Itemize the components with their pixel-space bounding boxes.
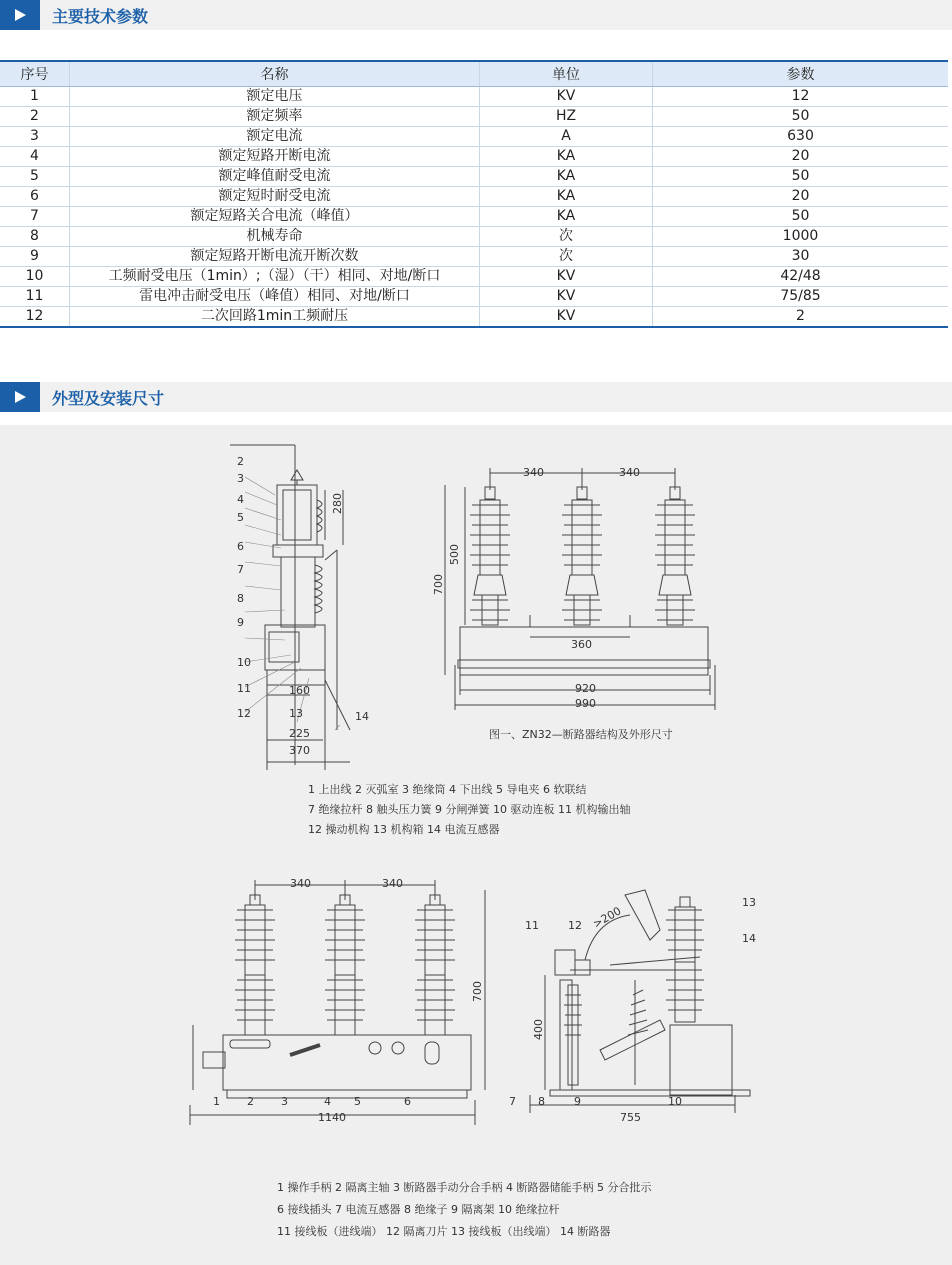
side-label-8: 8 bbox=[237, 592, 244, 605]
table-row bbox=[0, 187, 948, 207]
cell-name: 雷电冲击耐受电压（峰值）相同、对地/断口 bbox=[70, 287, 480, 307]
cell-name: 额定短路开断电流 bbox=[70, 147, 480, 167]
side-label-8: 8 bbox=[538, 1095, 545, 1108]
dim-340-left: 340 bbox=[290, 877, 311, 890]
side-label-10: 10 bbox=[237, 656, 251, 669]
cell-unit: KV bbox=[480, 307, 653, 328]
cell-index: 4 bbox=[0, 147, 70, 167]
dim-340-right: 340 bbox=[619, 466, 640, 479]
cell-value: 20 bbox=[653, 187, 949, 207]
cell-value: 30 bbox=[653, 247, 949, 267]
table-row bbox=[0, 227, 948, 247]
dim-370: 370 bbox=[289, 744, 310, 757]
side-label-4: 4 bbox=[237, 493, 244, 506]
cell-unit: 次 bbox=[480, 227, 653, 247]
dim-gt200: >200 bbox=[590, 904, 624, 931]
table-row bbox=[0, 87, 948, 107]
cell-unit: KV bbox=[480, 87, 653, 107]
side-label-12: 12 bbox=[237, 707, 251, 720]
side-label-12: 12 bbox=[568, 919, 582, 932]
table-header-row bbox=[0, 61, 948, 87]
table-row bbox=[0, 127, 948, 147]
play-arrow-icon bbox=[0, 382, 40, 412]
dim-160: 160 bbox=[289, 684, 310, 697]
cell-unit: A bbox=[480, 127, 653, 147]
dim-360: 360 bbox=[571, 638, 592, 651]
front-label-3: 3 bbox=[281, 1095, 288, 1108]
table-row bbox=[0, 247, 948, 267]
header-name: 名称 bbox=[70, 61, 480, 87]
dim-755: 755 bbox=[620, 1111, 641, 1124]
section-header-dimensions bbox=[0, 382, 952, 412]
cell-index: 12 bbox=[0, 307, 70, 328]
front-label-6: 6 bbox=[404, 1095, 411, 1108]
cell-name: 机械寿命 bbox=[70, 227, 480, 247]
side-label-13: 13 bbox=[742, 896, 756, 909]
figure2-legend-line: 11 接线板（进线端） 12 隔离刀片 13 接线板（出线端） 14 断路器 bbox=[277, 1225, 611, 1238]
cell-value: 12 bbox=[653, 87, 949, 107]
dim-700: 700 bbox=[432, 574, 445, 595]
cell-unit: KA bbox=[480, 207, 653, 227]
dim-1140: 1140 bbox=[318, 1111, 346, 1124]
figure2-legend-line: 1 操作手柄 2 隔离主轴 3 断路器手动分合手柄 4 断路器储能手柄 5 分合批示 bbox=[277, 1181, 652, 1194]
dim-500: 500 bbox=[448, 544, 461, 565]
figure1-caption: 图一、ZN32—断路器结构及外形尺寸 bbox=[489, 728, 673, 741]
cell-name: 额定电流 bbox=[70, 127, 480, 147]
cell-index: 9 bbox=[0, 247, 70, 267]
cell-name: 额定电压 bbox=[70, 87, 480, 107]
cell-index: 10 bbox=[0, 267, 70, 287]
table-row bbox=[0, 207, 948, 227]
cell-unit: KA bbox=[480, 167, 653, 187]
cell-index: 5 bbox=[0, 167, 70, 187]
dim-340-left: 340 bbox=[523, 466, 544, 479]
section-title: 外型及安装尺寸 bbox=[52, 389, 165, 408]
cell-name: 工频耐受电压（1min）;（湿）（干）相同、对地/断口 bbox=[70, 267, 480, 287]
dim-990: 990 bbox=[575, 697, 596, 710]
table-row bbox=[0, 267, 948, 287]
cell-name: 额定短路开断电流开断次数 bbox=[70, 247, 480, 267]
cell-unit: KV bbox=[480, 267, 653, 287]
dim-225: 225 bbox=[289, 727, 310, 740]
figure1-legend-line: 7 绝缘拉杆 8 触头压力簧 9 分闸弹簧 10 驱动连板 11 机构输出轴 bbox=[308, 803, 631, 816]
cell-index: 1 bbox=[0, 87, 70, 107]
front-label-2: 2 bbox=[247, 1095, 254, 1108]
side-label-7: 7 bbox=[509, 1095, 516, 1108]
cell-unit: KA bbox=[480, 147, 653, 167]
dim-920: 920 bbox=[575, 682, 596, 695]
cell-index: 3 bbox=[0, 127, 70, 147]
cell-unit: HZ bbox=[480, 107, 653, 127]
header-value: 参数 bbox=[653, 61, 949, 87]
cell-index: 6 bbox=[0, 187, 70, 207]
side-label-10: 10 bbox=[668, 1095, 682, 1108]
cell-value: 20 bbox=[653, 147, 949, 167]
figure1-legend-line: 12 操动机构 13 机构箱 14 电流互感器 bbox=[308, 823, 500, 836]
cell-value: 42/48 bbox=[653, 267, 949, 287]
header-index: 序号 bbox=[0, 61, 70, 87]
side-label-5: 5 bbox=[237, 511, 244, 524]
figure2-side-view bbox=[520, 885, 765, 1115]
figure1-legend-line: 1 上出线 2 灭弧室 3 绝缘筒 4 下出线 5 导电夹 6 软联结 bbox=[308, 783, 587, 796]
cell-name: 额定频率 bbox=[70, 107, 480, 127]
cell-value: 75/85 bbox=[653, 287, 949, 307]
cell-value: 630 bbox=[653, 127, 949, 147]
cell-value: 1000 bbox=[653, 227, 949, 247]
cell-index: 8 bbox=[0, 227, 70, 247]
header-unit: 单位 bbox=[480, 61, 653, 87]
side-label-11: 11 bbox=[525, 919, 539, 932]
side-label-3: 3 bbox=[237, 472, 244, 485]
dim-700: 700 bbox=[471, 981, 484, 1002]
cell-name: 额定峰值耐受电流 bbox=[70, 167, 480, 187]
table-row bbox=[0, 147, 948, 167]
side-label-9: 9 bbox=[574, 1095, 581, 1108]
side-label-14: 14 bbox=[355, 710, 369, 723]
cell-index: 11 bbox=[0, 287, 70, 307]
table-row bbox=[0, 107, 948, 127]
cell-name: 二次回路1min工频耐压 bbox=[70, 307, 480, 328]
cell-unit: KV bbox=[480, 287, 653, 307]
figure1-front-view bbox=[430, 465, 725, 715]
side-label-7: 7 bbox=[237, 563, 244, 576]
cell-value: 2 bbox=[653, 307, 949, 328]
cell-name: 额定短时耐受电流 bbox=[70, 187, 480, 207]
cell-value: 50 bbox=[653, 167, 949, 187]
side-label-9: 9 bbox=[237, 616, 244, 629]
cell-index: 2 bbox=[0, 107, 70, 127]
table-row bbox=[0, 167, 948, 187]
dim-280: 280 bbox=[331, 493, 344, 514]
table-row bbox=[0, 307, 948, 328]
dim-400: 400 bbox=[532, 1019, 545, 1040]
front-label-4: 4 bbox=[324, 1095, 331, 1108]
cell-unit: KA bbox=[480, 187, 653, 207]
cell-value: 50 bbox=[653, 107, 949, 127]
cell-name: 额定短路关合电流（峰值） bbox=[70, 207, 480, 227]
figure2-front-view bbox=[185, 880, 495, 1130]
section-header-params bbox=[0, 0, 952, 30]
cell-unit: 次 bbox=[480, 247, 653, 267]
side-label-13: 13 bbox=[289, 707, 303, 720]
parameter-table bbox=[0, 60, 948, 328]
front-label-1: 1 bbox=[213, 1095, 220, 1108]
section-title: 主要技术参数 bbox=[52, 7, 149, 26]
dim-340-right: 340 bbox=[382, 877, 403, 890]
play-arrow-icon bbox=[0, 0, 40, 30]
figure2-legend-line: 6 接线插头 7 电流互感器 8 绝缘子 9 隔离架 10 绝缘拉杆 bbox=[277, 1203, 560, 1216]
cell-index: 7 bbox=[0, 207, 70, 227]
side-label-6: 6 bbox=[237, 540, 244, 553]
side-label-11: 11 bbox=[237, 682, 251, 695]
side-label-2: 2 bbox=[237, 455, 244, 468]
side-label-14: 14 bbox=[742, 932, 756, 945]
cell-value: 50 bbox=[653, 207, 949, 227]
table-row bbox=[0, 287, 948, 307]
front-label-5: 5 bbox=[354, 1095, 361, 1108]
drawings-area bbox=[0, 425, 952, 1265]
